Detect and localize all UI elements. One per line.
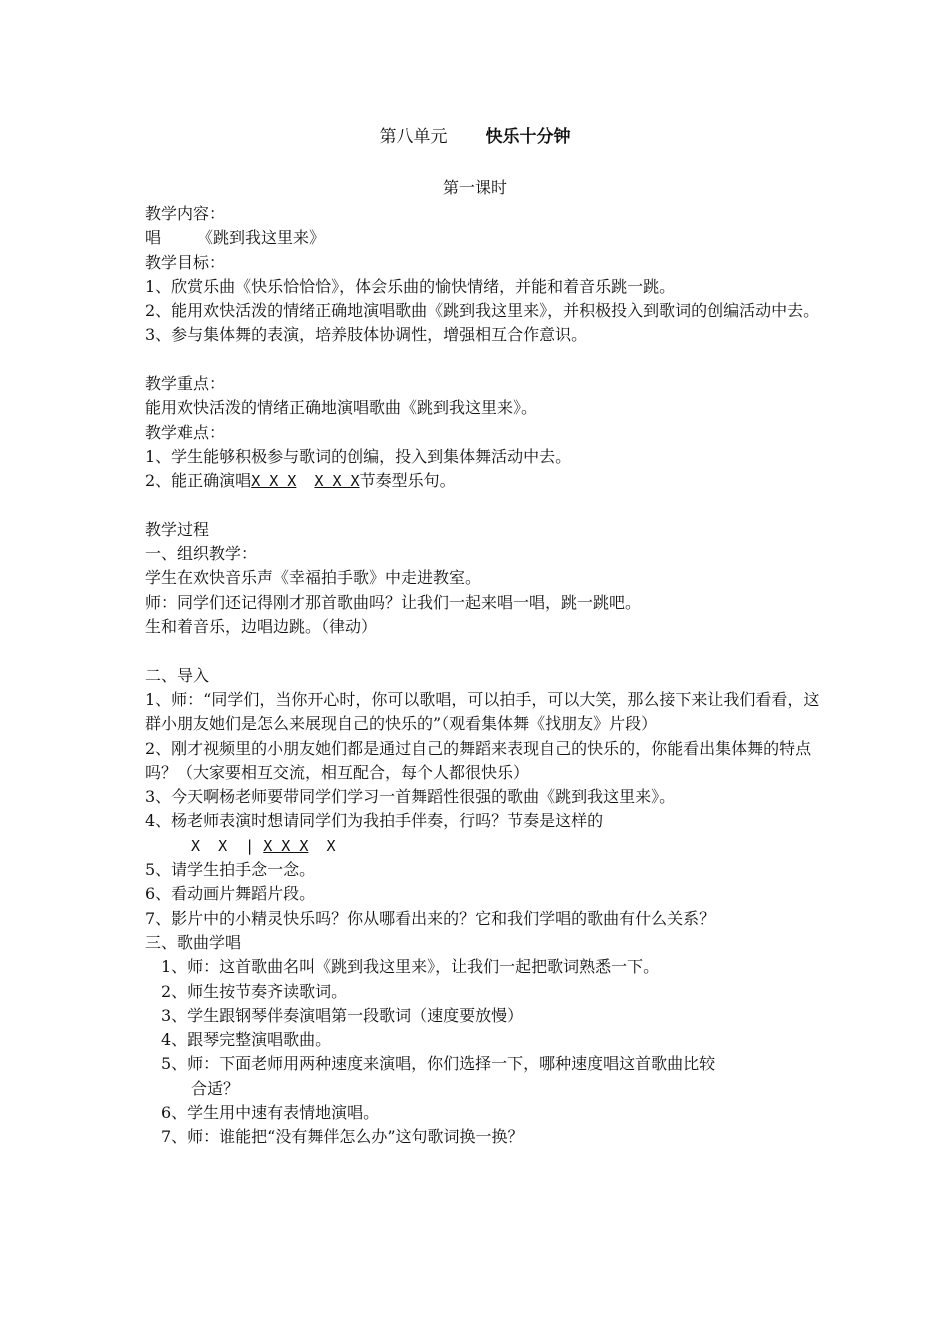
rhythm-line (145, 834, 825, 858)
paragraph: 6、学生用中速有表情地演唱。 (161, 1102, 380, 1122)
rhythm-notation: X (326, 836, 336, 855)
paragraph: 生和着音乐，边唱边跳。（律动） (145, 617, 378, 637)
process-label: 教学过程 (145, 519, 210, 539)
unit-title (0, 125, 950, 149)
paragraph-text: 5、师：下面老师用两种速度来演唱，你们选择一下，哪种速度唱这首歌曲比较 (161, 1054, 716, 1074)
rhythm-notation: X X X (263, 836, 309, 855)
difficulty-suffix: 节奏型乐句。 (359, 471, 456, 491)
paragraph: 7、影片中的小精灵快乐吗？你从哪看出来的？它和我们学唱的歌曲有什么关系？ (145, 908, 716, 928)
section-title: 三、歌曲学唱 (145, 932, 242, 952)
paragraph: 师：同学们还记得刚才那首歌曲吗？让我们一起来唱一唱，跳一跳吧。 (145, 592, 642, 612)
document-body (145, 202, 825, 1150)
content-item (145, 226, 825, 250)
key-points-label: 教学重点： (145, 374, 226, 394)
paragraph: 7、师：谁能把“没有舞伴怎么办”这句歌词换一换？ (161, 1127, 524, 1147)
paragraph: 4、杨老师表演时想请同学们为我拍手伴奏，行吗？节奏是这样的 (145, 811, 604, 831)
spacer (145, 494, 825, 518)
objective-item: 2、能用欢快活泼的情绪正确地演唱歌曲《跳到我这里来》，并积极投入到歌词的创编活动中去。 (145, 301, 820, 321)
content-label: 教学内容： (145, 204, 226, 223)
paragraph (145, 1052, 825, 1101)
paragraph: 学生在欢快音乐声《幸福拍手歌》中走进教室。 (145, 568, 482, 588)
spacer (145, 348, 825, 372)
paragraph: 2、刚才视频里的小朋友她们都是通过自己的舞蹈来表现自己的快乐的，你能看出集体舞的特点吗？（大家要相互交流，相互配合，每个人都很快乐） (145, 738, 812, 782)
paragraph: 5、请学生拍手念一念。 (145, 860, 316, 880)
difficulty-item (145, 469, 825, 493)
section-title: 一、组织教学： (145, 544, 258, 564)
difficulty-prefix: 2、能正确演唱 (145, 471, 252, 491)
unit-number: 第八单元 (379, 127, 448, 147)
lesson-title: 第一课时 (442, 178, 507, 197)
content-item-prefix: 唱 (145, 228, 162, 248)
rhythm-notation: X X | (191, 836, 255, 855)
rhythm-notation: X X X (314, 472, 360, 491)
paragraph: 2、师生按节奏齐读歌词。 (161, 981, 348, 1001)
paragraph: 1、师：这首歌曲名叫《跳到我这里来》，让我们一起把歌词熟悉一下。 (161, 957, 660, 977)
rhythm-notation: X X X (251, 472, 297, 491)
objectives-label: 教学目标： (145, 252, 226, 272)
objective-item: 1、欣赏乐曲《快乐恰恰恰》，体会乐曲的愉快情绪，并能和着音乐跳一跳。 (145, 276, 676, 296)
paragraph: 3、今天啊杨老师要带同学们学习一首舞蹈性很强的歌曲《跳到我这里来》。 (145, 787, 676, 807)
difficulty-item: 1、学生能够积极参与歌词的创编，投入到集体舞活动中去。 (145, 446, 572, 466)
objective-item: 3、参与集体舞的表演，培养肢体协调性，增强相互合作意识。 (145, 325, 588, 345)
section-title: 二、导入 (145, 665, 210, 685)
paragraph: 3、学生跟钢琴伴奏演唱第一段歌词（速度要放慢） (161, 1005, 524, 1025)
paragraph: 6、看动画片舞蹈片段。 (145, 884, 316, 904)
paragraph: 4、跟琴完整演唱歌曲。 (161, 1030, 332, 1050)
key-points-text: 能用欢快活泼的情绪正确地演唱歌曲《跳到我这里来》。 (145, 398, 538, 418)
difficulties-label: 教学难点： (145, 422, 226, 442)
content-item-song: 《跳到我这里来》 (197, 228, 326, 248)
paragraph-continuation: 合适？ (191, 1078, 240, 1098)
spacer (145, 639, 825, 663)
paragraph: 1、师：“同学们，当你开心时，你可以歌唱，可以拍手，可以大笑，那么接下来让我们看看，这群小朋友她们是怎么来展现自己的快乐的”（观看集体舞《找朋友》片段） (145, 689, 820, 734)
unit-name: 快乐十分钟 (485, 127, 571, 147)
